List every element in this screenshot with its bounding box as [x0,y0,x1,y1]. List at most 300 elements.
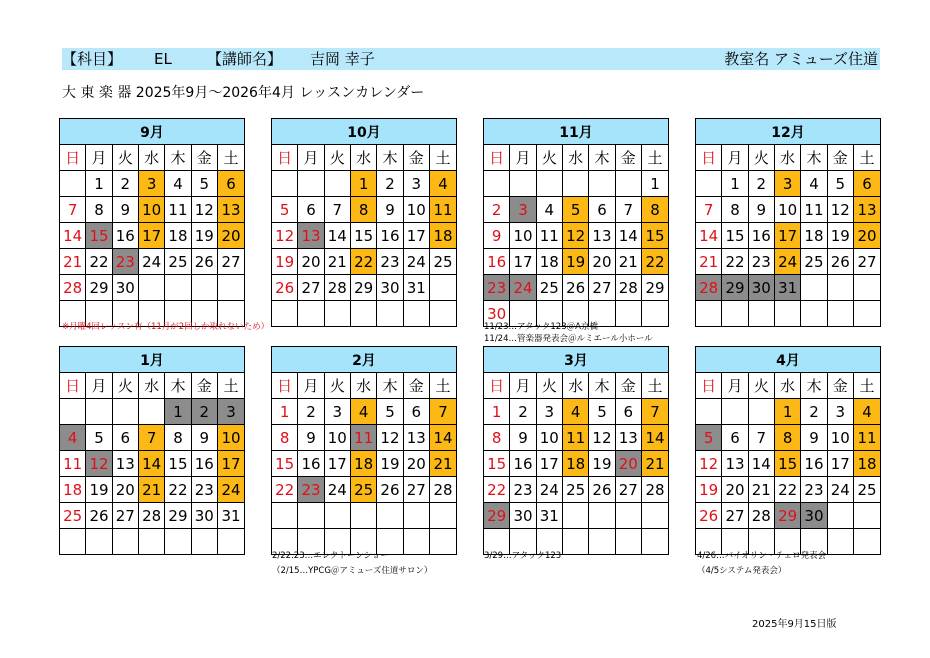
weekday-header: 月 [510,373,536,399]
date-cell: 24 [324,477,350,503]
date-cell: 23 [748,249,774,275]
date-cell: 9 [112,197,138,223]
date-cell: 10 [536,425,562,451]
date-cell: 10 [827,425,853,451]
date-cell: 3 [536,399,562,425]
empty-cell [112,529,138,555]
date-cell: 15 [272,451,298,477]
date-cell: 7 [138,425,164,451]
date-cell: 1 [165,399,191,425]
date-cell: 23 [377,249,403,275]
empty-cell [748,301,774,327]
date-cell: 4 [165,171,191,197]
empty-cell [86,529,112,555]
weekday-header: 土 [217,373,244,399]
date-cell: 19 [86,477,112,503]
date-cell: 4 [562,399,588,425]
empty-cell [350,503,376,529]
empty-cell [615,301,641,327]
date-cell: 23 [112,249,138,275]
date-cell: 23 [510,477,536,503]
weekday-header: 土 [853,145,880,171]
date-cell: 25 [801,249,827,275]
info-header-bar [62,48,880,70]
date-cell: 12 [272,223,298,249]
date-cell: 16 [112,223,138,249]
date-cell: 16 [377,223,403,249]
date-cell: 14 [60,223,86,249]
date-cell: 1 [484,399,510,425]
weekday-header: 日 [484,145,510,171]
weekday-header: 金 [615,373,641,399]
date-cell: 3 [510,197,536,223]
date-cell: 15 [722,223,748,249]
empty-cell [641,301,668,327]
empty-cell [562,529,588,555]
note-april-1: 4/26…バイオリン・チェロ発表会 [697,551,827,561]
month-calendar [271,118,457,327]
date-cell: 7 [748,425,774,451]
empty-cell [377,301,403,327]
date-cell: 6 [589,197,615,223]
date-cell: 11 [165,197,191,223]
date-cell: 26 [589,477,615,503]
date-cell: 19 [696,477,722,503]
date-cell: 21 [429,451,456,477]
weekday-header: 月 [298,373,324,399]
date-cell: 28 [696,275,722,301]
date-cell: 13 [589,223,615,249]
date-cell: 14 [696,223,722,249]
empty-cell [324,503,350,529]
date-cell: 28 [615,275,641,301]
date-cell: 18 [536,249,562,275]
empty-cell [853,301,880,327]
empty-cell [138,399,164,425]
month-calendar [59,346,245,555]
weekday-header: 水 [774,373,800,399]
date-cell: 3 [827,399,853,425]
date-cell: 18 [165,223,191,249]
date-cell: 29 [641,275,668,301]
date-cell: 4 [536,197,562,223]
date-cell: 22 [641,249,668,275]
date-cell: 28 [641,477,668,503]
empty-cell [853,529,880,555]
date-cell: 17 [510,249,536,275]
empty-cell [827,503,853,529]
weekday-header: 金 [403,145,429,171]
date-cell: 3 [138,171,164,197]
date-cell: 10 [403,197,429,223]
date-cell: 22 [722,249,748,275]
weekday-header: 月 [722,373,748,399]
date-cell: 4 [853,399,880,425]
date-cell: 18 [801,223,827,249]
weekday-header: 木 [165,145,191,171]
weekday-header: 水 [774,145,800,171]
date-cell: 19 [827,223,853,249]
date-cell: 13 [722,451,748,477]
date-cell: 9 [191,425,217,451]
date-cell: 7 [429,399,456,425]
date-cell: 7 [60,197,86,223]
empty-cell [696,399,722,425]
date-cell: 21 [324,249,350,275]
month-calendar [271,346,457,555]
date-cell: 8 [165,425,191,451]
date-cell: 26 [86,503,112,529]
date-cell: 18 [350,451,376,477]
date-cell: 6 [403,399,429,425]
date-cell: 16 [510,451,536,477]
month-calendar [695,118,881,327]
month-calendar [59,118,245,327]
date-cell: 11 [562,425,588,451]
date-cell: 9 [298,425,324,451]
date-cell: 24 [774,249,800,275]
date-cell: 11 [801,197,827,223]
date-cell: 25 [60,503,86,529]
date-cell: 12 [377,425,403,451]
date-cell: 26 [562,275,588,301]
date-cell: 29 [774,503,800,529]
date-cell: 17 [324,451,350,477]
empty-cell [510,171,536,197]
empty-cell [589,529,615,555]
date-cell: 26 [827,249,853,275]
date-cell: 2 [801,399,827,425]
date-cell: 23 [191,477,217,503]
weekday-header: 金 [827,145,853,171]
empty-cell [801,275,827,301]
date-cell: 31 [536,503,562,529]
date-cell: 17 [138,223,164,249]
date-cell: 21 [748,477,774,503]
date-cell: 31 [403,275,429,301]
date-cell: 13 [298,223,324,249]
weekday-header: 月 [298,145,324,171]
weekday-header: 木 [377,145,403,171]
date-cell: 30 [748,275,774,301]
date-cell: 7 [324,197,350,223]
empty-cell [138,529,164,555]
empty-cell [298,503,324,529]
note-february-2: （2/15…YPCG＠アミューズ住道サロン） [272,566,433,576]
empty-cell [165,275,191,301]
date-cell: 24 [403,249,429,275]
date-cell: 22 [86,249,112,275]
empty-cell [60,171,86,197]
date-cell: 8 [86,197,112,223]
empty-cell [217,529,244,555]
date-cell: 24 [510,275,536,301]
date-cell: 28 [429,477,456,503]
date-cell: 12 [589,425,615,451]
note-september: ※月曜4回レッスン有（11月が2回しか取れないため） [62,322,270,332]
date-cell: 30 [377,275,403,301]
date-cell: 22 [272,477,298,503]
date-cell: 16 [748,223,774,249]
weekday-header: 土 [429,373,456,399]
empty-cell [615,503,641,529]
weekday-header: 水 [138,373,164,399]
date-cell: 8 [350,197,376,223]
empty-cell [429,275,456,301]
date-cell: 5 [562,197,588,223]
weekday-header: 金 [403,373,429,399]
empty-cell [641,503,668,529]
empty-cell [217,275,244,301]
date-cell: 7 [641,399,668,425]
empty-cell [722,301,748,327]
date-cell: 25 [429,249,456,275]
date-cell: 26 [696,503,722,529]
empty-cell [589,171,615,197]
date-cell: 21 [615,249,641,275]
weekday-header: 土 [641,145,668,171]
weekday-header: 木 [589,373,615,399]
date-cell: 2 [112,171,138,197]
date-cell: 15 [774,451,800,477]
date-cell: 31 [217,503,244,529]
month-title: 12月 [696,119,881,145]
date-cell: 11 [350,425,376,451]
date-cell: 28 [60,275,86,301]
date-cell: 16 [484,249,510,275]
date-cell: 1 [722,171,748,197]
date-cell: 4 [429,171,456,197]
date-cell: 20 [589,249,615,275]
subject-label: 【科目】 [62,50,123,68]
date-cell: 14 [748,451,774,477]
date-cell: 15 [165,451,191,477]
empty-cell [429,529,456,555]
date-cell: 14 [324,223,350,249]
date-cell: 7 [615,197,641,223]
weekday-header: 木 [377,373,403,399]
weekday-header: 日 [696,145,722,171]
empty-cell [827,275,853,301]
date-cell: 26 [191,249,217,275]
weekday-header: 日 [272,145,298,171]
date-cell: 13 [853,197,880,223]
empty-cell [60,399,86,425]
date-cell: 27 [217,249,244,275]
weekday-header: 日 [60,145,86,171]
month-title: 1月 [60,347,245,373]
month-title: 11月 [484,119,669,145]
weekday-header: 火 [112,373,138,399]
empty-cell [377,503,403,529]
empty-cell [615,171,641,197]
month-title: 10月 [272,119,457,145]
date-cell: 1 [774,399,800,425]
date-cell: 19 [562,249,588,275]
date-cell: 13 [217,197,244,223]
date-cell: 8 [272,425,298,451]
date-cell: 29 [722,275,748,301]
date-cell: 19 [191,223,217,249]
date-cell: 30 [484,301,510,327]
date-cell: 30 [801,503,827,529]
date-cell: 14 [138,451,164,477]
empty-cell [191,275,217,301]
date-cell: 13 [615,425,641,451]
date-cell: 10 [138,197,164,223]
date-cell: 13 [112,451,138,477]
date-cell: 8 [641,197,668,223]
empty-cell [298,171,324,197]
date-cell: 27 [112,503,138,529]
date-cell: 25 [350,477,376,503]
date-cell: 30 [510,503,536,529]
weekday-header: 火 [536,373,562,399]
date-cell: 5 [86,425,112,451]
weekday-header: 金 [615,145,641,171]
date-cell: 3 [774,171,800,197]
weekday-header: 日 [272,373,298,399]
empty-cell [696,171,722,197]
date-cell: 5 [827,171,853,197]
weekday-header: 水 [138,145,164,171]
weekday-header: 火 [748,373,774,399]
date-cell: 20 [112,477,138,503]
empty-cell [191,529,217,555]
empty-cell [853,275,880,301]
date-cell: 11 [429,197,456,223]
date-cell: 3 [403,171,429,197]
date-cell: 12 [562,223,588,249]
month-title: 2月 [272,347,457,373]
date-cell: 27 [589,275,615,301]
date-cell: 20 [403,451,429,477]
date-cell: 24 [138,249,164,275]
date-cell: 12 [191,197,217,223]
date-cell: 2 [377,171,403,197]
weekday-header: 土 [429,145,456,171]
page-subtitle: 大 東 楽 器 2025年9月～2026年4月 レッスンカレンダー [62,85,425,101]
note-march-1: 3/29…アタック123 [484,551,562,561]
teacher-value: 吉岡 幸子 [310,50,375,68]
weekday-header: 金 [827,373,853,399]
empty-cell [165,529,191,555]
month-calendar [483,118,669,327]
empty-cell [403,301,429,327]
date-cell: 12 [86,451,112,477]
date-cell: 10 [510,223,536,249]
weekday-header: 火 [112,145,138,171]
note-november-2: 11/24…管楽器発表会＠ルミエール小ホール [484,334,653,344]
date-cell: 14 [641,425,668,451]
date-cell: 11 [853,425,880,451]
weekday-header: 木 [801,145,827,171]
date-cell: 14 [615,223,641,249]
date-cell: 28 [324,275,350,301]
weekday-header: 水 [562,373,588,399]
empty-cell [86,399,112,425]
date-cell: 11 [536,223,562,249]
date-cell: 29 [350,275,376,301]
weekday-header: 水 [562,145,588,171]
date-cell: 10 [217,425,244,451]
date-cell: 20 [853,223,880,249]
date-cell: 21 [641,451,668,477]
date-cell: 29 [165,503,191,529]
weekday-header: 木 [589,145,615,171]
empty-cell [324,171,350,197]
date-cell: 1 [350,171,376,197]
weekday-header: 月 [86,145,112,171]
empty-cell [272,301,298,327]
date-cell: 18 [60,477,86,503]
date-cell: 18 [853,451,880,477]
month-title: 4月 [696,347,881,373]
date-cell: 4 [350,399,376,425]
date-cell: 27 [403,477,429,503]
classroom-name: 教室名 アミューズ住道 [724,50,878,68]
date-cell: 2 [298,399,324,425]
date-cell: 21 [696,249,722,275]
date-cell: 4 [60,425,86,451]
date-cell: 12 [696,451,722,477]
date-cell: 16 [801,451,827,477]
weekday-header: 火 [324,373,350,399]
date-cell: 20 [298,249,324,275]
date-cell: 16 [298,451,324,477]
date-cell: 22 [165,477,191,503]
empty-cell [138,275,164,301]
date-cell: 3 [324,399,350,425]
date-cell: 6 [615,399,641,425]
date-cell: 13 [403,425,429,451]
date-cell: 25 [165,249,191,275]
empty-cell [350,301,376,327]
date-cell: 6 [217,171,244,197]
empty-cell [641,529,668,555]
date-cell: 21 [60,249,86,275]
date-cell: 23 [801,477,827,503]
date-cell: 9 [748,197,774,223]
date-cell: 19 [589,451,615,477]
empty-cell [484,171,510,197]
date-cell: 3 [217,399,244,425]
weekday-header: 月 [722,145,748,171]
note-february-1: 2/22.23…エレクトーンショー [272,551,389,561]
date-cell: 22 [350,249,376,275]
date-cell: 5 [589,399,615,425]
date-cell: 9 [484,223,510,249]
date-cell: 17 [827,451,853,477]
empty-cell [536,171,562,197]
date-cell: 20 [722,477,748,503]
empty-cell [853,503,880,529]
month-calendar [695,346,881,555]
month-title: 9月 [60,119,245,145]
empty-cell [272,503,298,529]
date-cell: 25 [853,477,880,503]
date-cell: 1 [641,171,668,197]
date-cell: 21 [138,477,164,503]
weekday-header: 水 [350,373,376,399]
empty-cell [403,503,429,529]
date-cell: 15 [484,451,510,477]
empty-cell [589,503,615,529]
empty-cell [801,301,827,327]
date-cell: 27 [722,503,748,529]
date-cell: 19 [272,249,298,275]
weekday-header: 日 [696,373,722,399]
